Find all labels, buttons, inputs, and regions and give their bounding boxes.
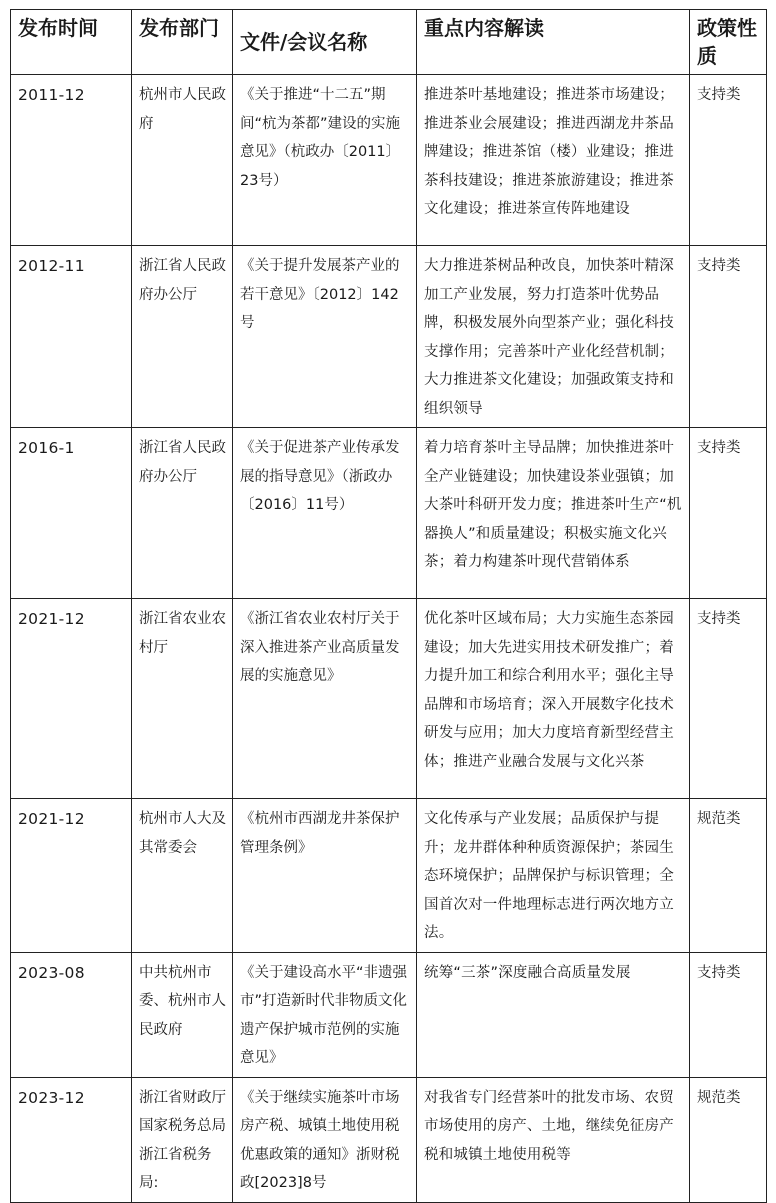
header-key-content: 重点内容解读 [417,10,690,75]
cell-policy-nature: 规范类 [690,1077,767,1202]
cell-key-content: 推进茶叶基地建设；推进茶市场建设；推进茶业会展建设；推进西湖龙井茶品牌建设；推进茶馆（楼）业建设；推进茶科技建设；推进茶旅游建设；推进茶文化建设；推进茶宣传阵地建设 [417,75,690,246]
cell-department: 浙江省人民政府办公厅 [132,246,233,428]
cell-department: 浙江省财政厅 国家税务总局浙江省税务局: [132,1077,233,1202]
cell-department: 浙江省农业农村厅 [132,599,233,799]
cell-policy-nature: 规范类 [690,799,767,953]
cell-department: 浙江省人民政府办公厅 [132,428,233,599]
cell-policy-nature: 支持类 [690,599,767,799]
cell-document-title: 《关于继续实施茶叶市场房产税、城镇土地使用税优惠政策的通知》浙财税政[2023]8号 [233,1077,417,1202]
cell-key-content: 统筹“三茶”深度融合高质量发展 [417,952,690,1077]
cell-document-title: 《关于促进茶产业传承发展的指导意见》（浙政办〔2016〕11号） [233,428,417,599]
cell-policy-nature: 支持类 [690,246,767,428]
cell-key-content: 优化茶叶区域布局；大力实施生态茶园建设；加大先进实用技术研发推广；着力提升加工和综合利用水平；强化主导品牌和市场培育；深入开展数字化技术研发与应用；加大力度培育新型经营主体；推进产业融合发展与文化兴茶 [417,599,690,799]
cell-date: 2016-1 [11,428,132,599]
table-row [11,428,767,599]
header-date: 发布时间 [11,10,132,75]
cell-policy-nature: 支持类 [690,952,767,1077]
cell-policy-nature: 支持类 [690,75,767,246]
cell-key-content: 大力推进茶树品种改良，加快茶叶精深加工产业发展，努力打造茶叶优势品牌，积极发展外向型茶产业；强化科技支撑作用；完善茶叶产业化经营机制；大力推进茶文化建设；加强政策支持和组织领导 [417,246,690,428]
header-policy-nature: 政策性质 [690,10,767,75]
cell-document-title: 《关于建设高水平“非遗强市”打造新时代非物质文化遗产保护城市范例的实施意见》 [233,952,417,1077]
cell-document-title: 《杭州市西湖龙井茶保护管理条例》 [233,799,417,953]
header-document-title: 文件/会议名称 [233,10,417,75]
policy-table [10,9,767,1203]
table-row [11,599,767,799]
cell-key-content: 文化传承与产业发展；品质保护与提升；龙井群体种种质资源保护；茶园生态环境保护；品牌保护与标识管理；全国首次对一件地理标志进行两次地方立法。 [417,799,690,953]
cell-date: 2011-12 [11,75,132,246]
cell-date: 2023-12 [11,1077,132,1202]
header-department: 发布部门 [132,10,233,75]
cell-date: 2021-12 [11,799,132,953]
table-row [11,799,767,953]
cell-date: 2012-11 [11,246,132,428]
table-row [11,75,767,246]
cell-department: 中共杭州市委、杭州市人民政府 [132,952,233,1077]
table-row [11,246,767,428]
table-row [11,1077,767,1202]
cell-key-content: 对我省专门经营茶叶的批发市场、农贸市场使用的房产、土地，继续免征房产税和城镇土地使用税等 [417,1077,690,1202]
cell-document-title: 《浙江省农业农村厅关于深入推进茶产业高质量发展的实施意见》 [233,599,417,799]
cell-date: 2023-08 [11,952,132,1077]
cell-document-title: 《关于推进“十二五”期间“杭为茶都”建设的实施意见》（杭政办〔2011〕23号） [233,75,417,246]
cell-policy-nature: 支持类 [690,428,767,599]
header-row [11,10,767,75]
cell-department: 杭州市人民政府 [132,75,233,246]
table-row [11,952,767,1077]
cell-date: 2021-12 [11,599,132,799]
cell-department: 杭州市人大及其常委会 [132,799,233,953]
cell-key-content: 着力培育茶叶主导品牌；加快推进茶叶全产业链建设；加快建设茶业强镇；加大茶叶科研开发力度；推进茶叶生产“机器换人”和质量建设；积极实施文化兴茶；着力构建茶叶现代营销体系 [417,428,690,599]
cell-document-title: 《关于提升发展茶产业的若干意见》〔2012〕142号 [233,246,417,428]
